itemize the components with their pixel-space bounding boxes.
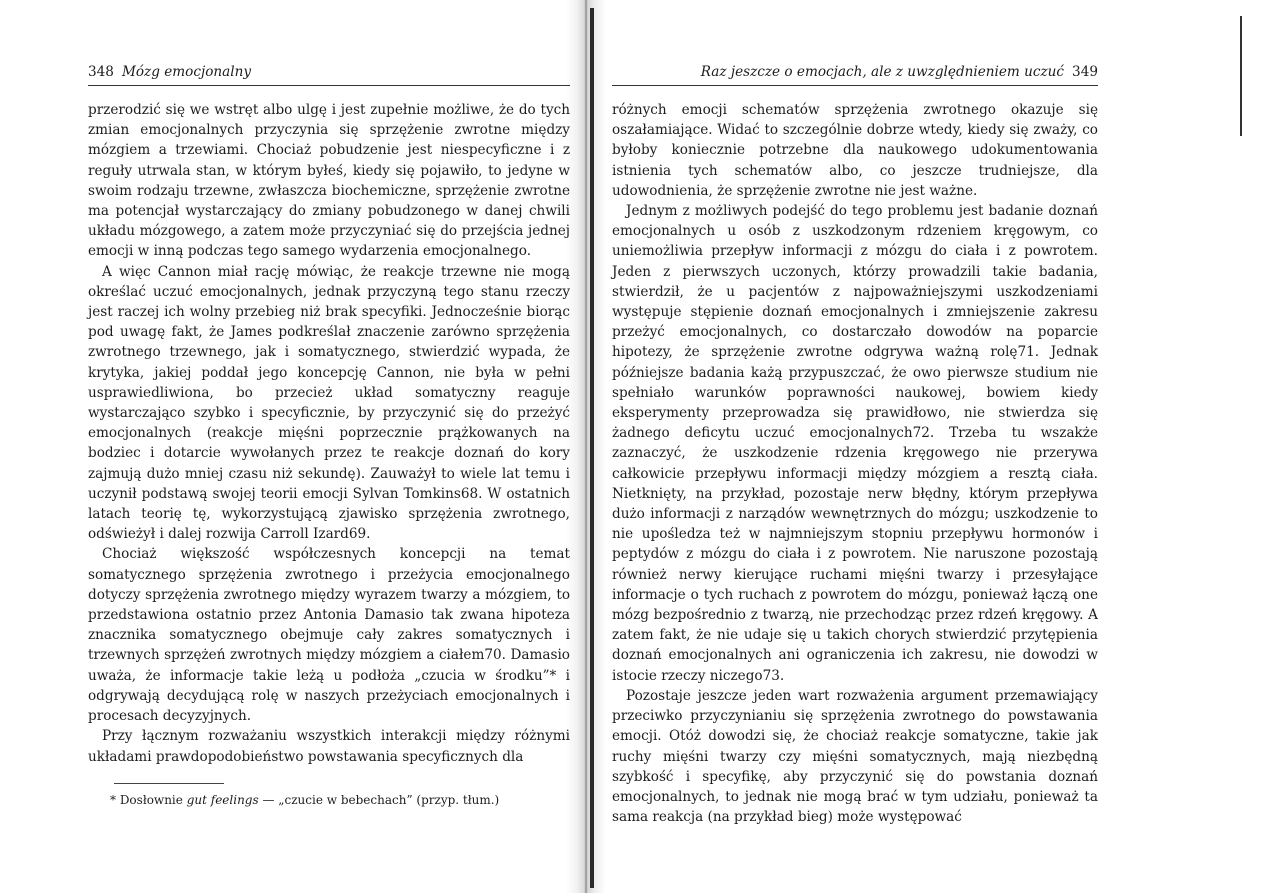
footnote-separator [114,783,224,784]
binding-edge [590,8,594,888]
left-paragraph-3: Chociaż większość współczesnych koncepcji na temat somatycznego sprzężenia zwrotnego i przeżycia emocjonalnego dotyczy sprzężenia zwrotnego między wyrazem twarzy a mózgiem, to przedstawiona ostatnio przez Antonia Damasio tak zwana hipoteza znacznika somatycznego obejmuje cały zakres somatycznych i trzewnych sprzężeń zwrotnych między mózgiem a ciałem70. Damasio uważa, że informacje takie leżą u podłoża „czucia w środku”* i odgrywają decydującą rolę w naszych przeżyciach emocjonalnych i procesach decyzyjnych. [88,546,570,725]
left-paragraph-4: Przy łącznym rozważaniu wszystkich interakcji między różnymi układami prawdopodobieństwo powstawania specyficznych dla [88,728,570,765]
left-header-rule [88,85,570,86]
book-gutter [566,0,606,893]
left-page [88,62,570,808]
right-paragraph-1: różnych emocji schematów sprzężenia zwrotnego okazuje się oszałamiające. Widać to szczególnie dobrze wtedy, kiedy się zważy, co byłoby koniecznie potrzebne dla naukowego udokumentowania istnienia tych schematów albo, co jeszcze trudniejsze, dla udowodnienia, że sprzężenie zwrotne nie jest ważne. [612,102,1098,199]
right-paragraph-2: Jednym z możliwych podejść do tego problemu jest badanie doznań emocjonalnych u osób z uszkodzonym rdzeniem kręgowym, co uniemożliwia przepływ informacji z mózgu do ciała i z powrotem. Jeden z pierwszych uczonych, którzy prowadzili takie badania, stwierdził, że u pacjentów z najpoważniejszymi uszkodzeniami występuje stępienie doznań emocjonalnych i zmniejszenie zakresu przeżyć emocjonalnych, co dostarczało dowodów na poparcie hipotezy, że sprzężenie zwrotne odgrywa ważną rolę71. Jednak późniejsze badania każą przypuszczać, że owo pierwsze studium nie spełniało warunków poprawności naukowej, bowiem kiedy eksperymenty przeprowadza się prawidłowo, nie stwierdza się żadnego deficytu uczuć emocjonalnych72. Trzeba tu wszakże zaznaczyć, że uszkodzenie rdzenia kręgowego nie przerywa całkowicie przepływu informacji między mózgiem a resztą ciała. Nietknięty, na przykład, pozostaje nerw błędny, którym przepływa dużo informacji z narządów wewnętrznych do mózgu; uszkodzenie to nie upośledza też w najmniejszym stopniu przepływu hormonów i peptydów z mózgu do ciała i z powrotem. Nie naruszone pozostają również nerwy kierujące ruchami mięśni twarzy i przesyłające informacje o tych ruchach z powrotem do mózgu, ponieważ łączą one mózg bezpośrednio z twarzą, nie przechodząc przez rdzeń kręgowy. A zatem fakt, że nie udaje się u takich chorych stwierdzić przytępienia doznań emocjonalnych ani ograniczenia ich zakresu, nie dowodzi w istocie rzeczy niczego73. [612,203,1098,684]
left-running-header [88,62,570,82]
left-body-text [88,100,570,767]
left-paragraph-2: A więc Cannon miał rację mówiąc, że reakcje trzewne nie mogą określać uczuć emocjonalnych, jednak przyczyną tego stanu rzeczy jest raczej ich wolny przebieg niż brak specyfiki. Jednocześnie biorąc pod uwagę fakt, że James podkreślał znaczenie zarówno sprzężenia zwrotnego trzewnego, jak i somatycznego, stwierdzić wypada, że krytyka, jakiej poddał jego koncepcję Cannon, nie była w pełni usprawiedliwiona, bo przecież układ somatyczny reaguje wystarczająco szybko i specyficznie, by przyczynić się do przeżyć emocjonalnych (reakcje mięśni poprzecznie prążkowanych na bodziec i dotarcie wywołanych przez te reakcje doznań do kory zajmują dużo mniej czasu niż sekundę). Zauważył to wiele lat temu i uczynił podstawą swojej teorii emocji Sylvan Tomkins68. W ostatnich latach teorię tę, wykorzystującą zjawisko sprzężenia zwrotnego, odświeżył i dalej rozwija Carroll Izard69. [88,263,570,543]
footnote-term: gut feelings [186,792,259,807]
right-header-rule [612,85,1098,86]
right-page [612,62,1098,827]
left-paragraph-1: przerodzić się we wstręt albo ulgę i jest zupełnie możliwe, że do tych zmian emocjonalnych przyczynia się sprzężenie zwrotne między mózgiem a trzewiami. Chociaż pobudzenie jest niespecyficzne i z reguły utrwala stan, w którym byłeś, kiedy się pojawiło, to jedyne w swoim rodzaju trzewne, zwłaszcza biochemiczne, sprzężenie zwrotne ma potencjał wystarczający do zmiany pobudzonego w danej chwili układu mózgowego, a zatem może przyczyniać się do przejścia jednej emocji w inną podczas tego samego wydarzenia emocjonalnego. [88,102,570,260]
right-body-text [612,100,1098,827]
left-page-number: 348 [88,64,114,80]
footnote-rest: — „czucie w bebechach” (przyp. tłum.) [262,792,500,807]
left-running-head: Mózg emocjonalny [121,64,252,80]
right-page-number: 349 [1072,64,1098,80]
page-edge-mark [1240,16,1242,136]
right-paragraph-3: Pozostaje jeszcze jeden wart rozważenia argument przemawiający przeciwko przyczynianiu się sprzężenia zwrotnego do powstawania emocji. Otóż dowodzi się, że chociaż reakcje somatyczne, takie jak ruchy mięśni twarzy czy mięśni somatycznych, mają niezbędną szybkość i specyfikę, aby przyczynić się do powstania doznań emocjonalnych, to jednak nie mogą brać w tym udziału, ponieważ ta sama reakcja (na przykład bieg) może występować [612,687,1098,826]
right-running-header [612,62,1098,82]
footnote [88,792,570,808]
footnote-marker: * Dosłownie [110,792,183,807]
right-running-head: Raz jeszcze o emocjach, ale z uwzględnieniem uczuć [700,64,1065,80]
